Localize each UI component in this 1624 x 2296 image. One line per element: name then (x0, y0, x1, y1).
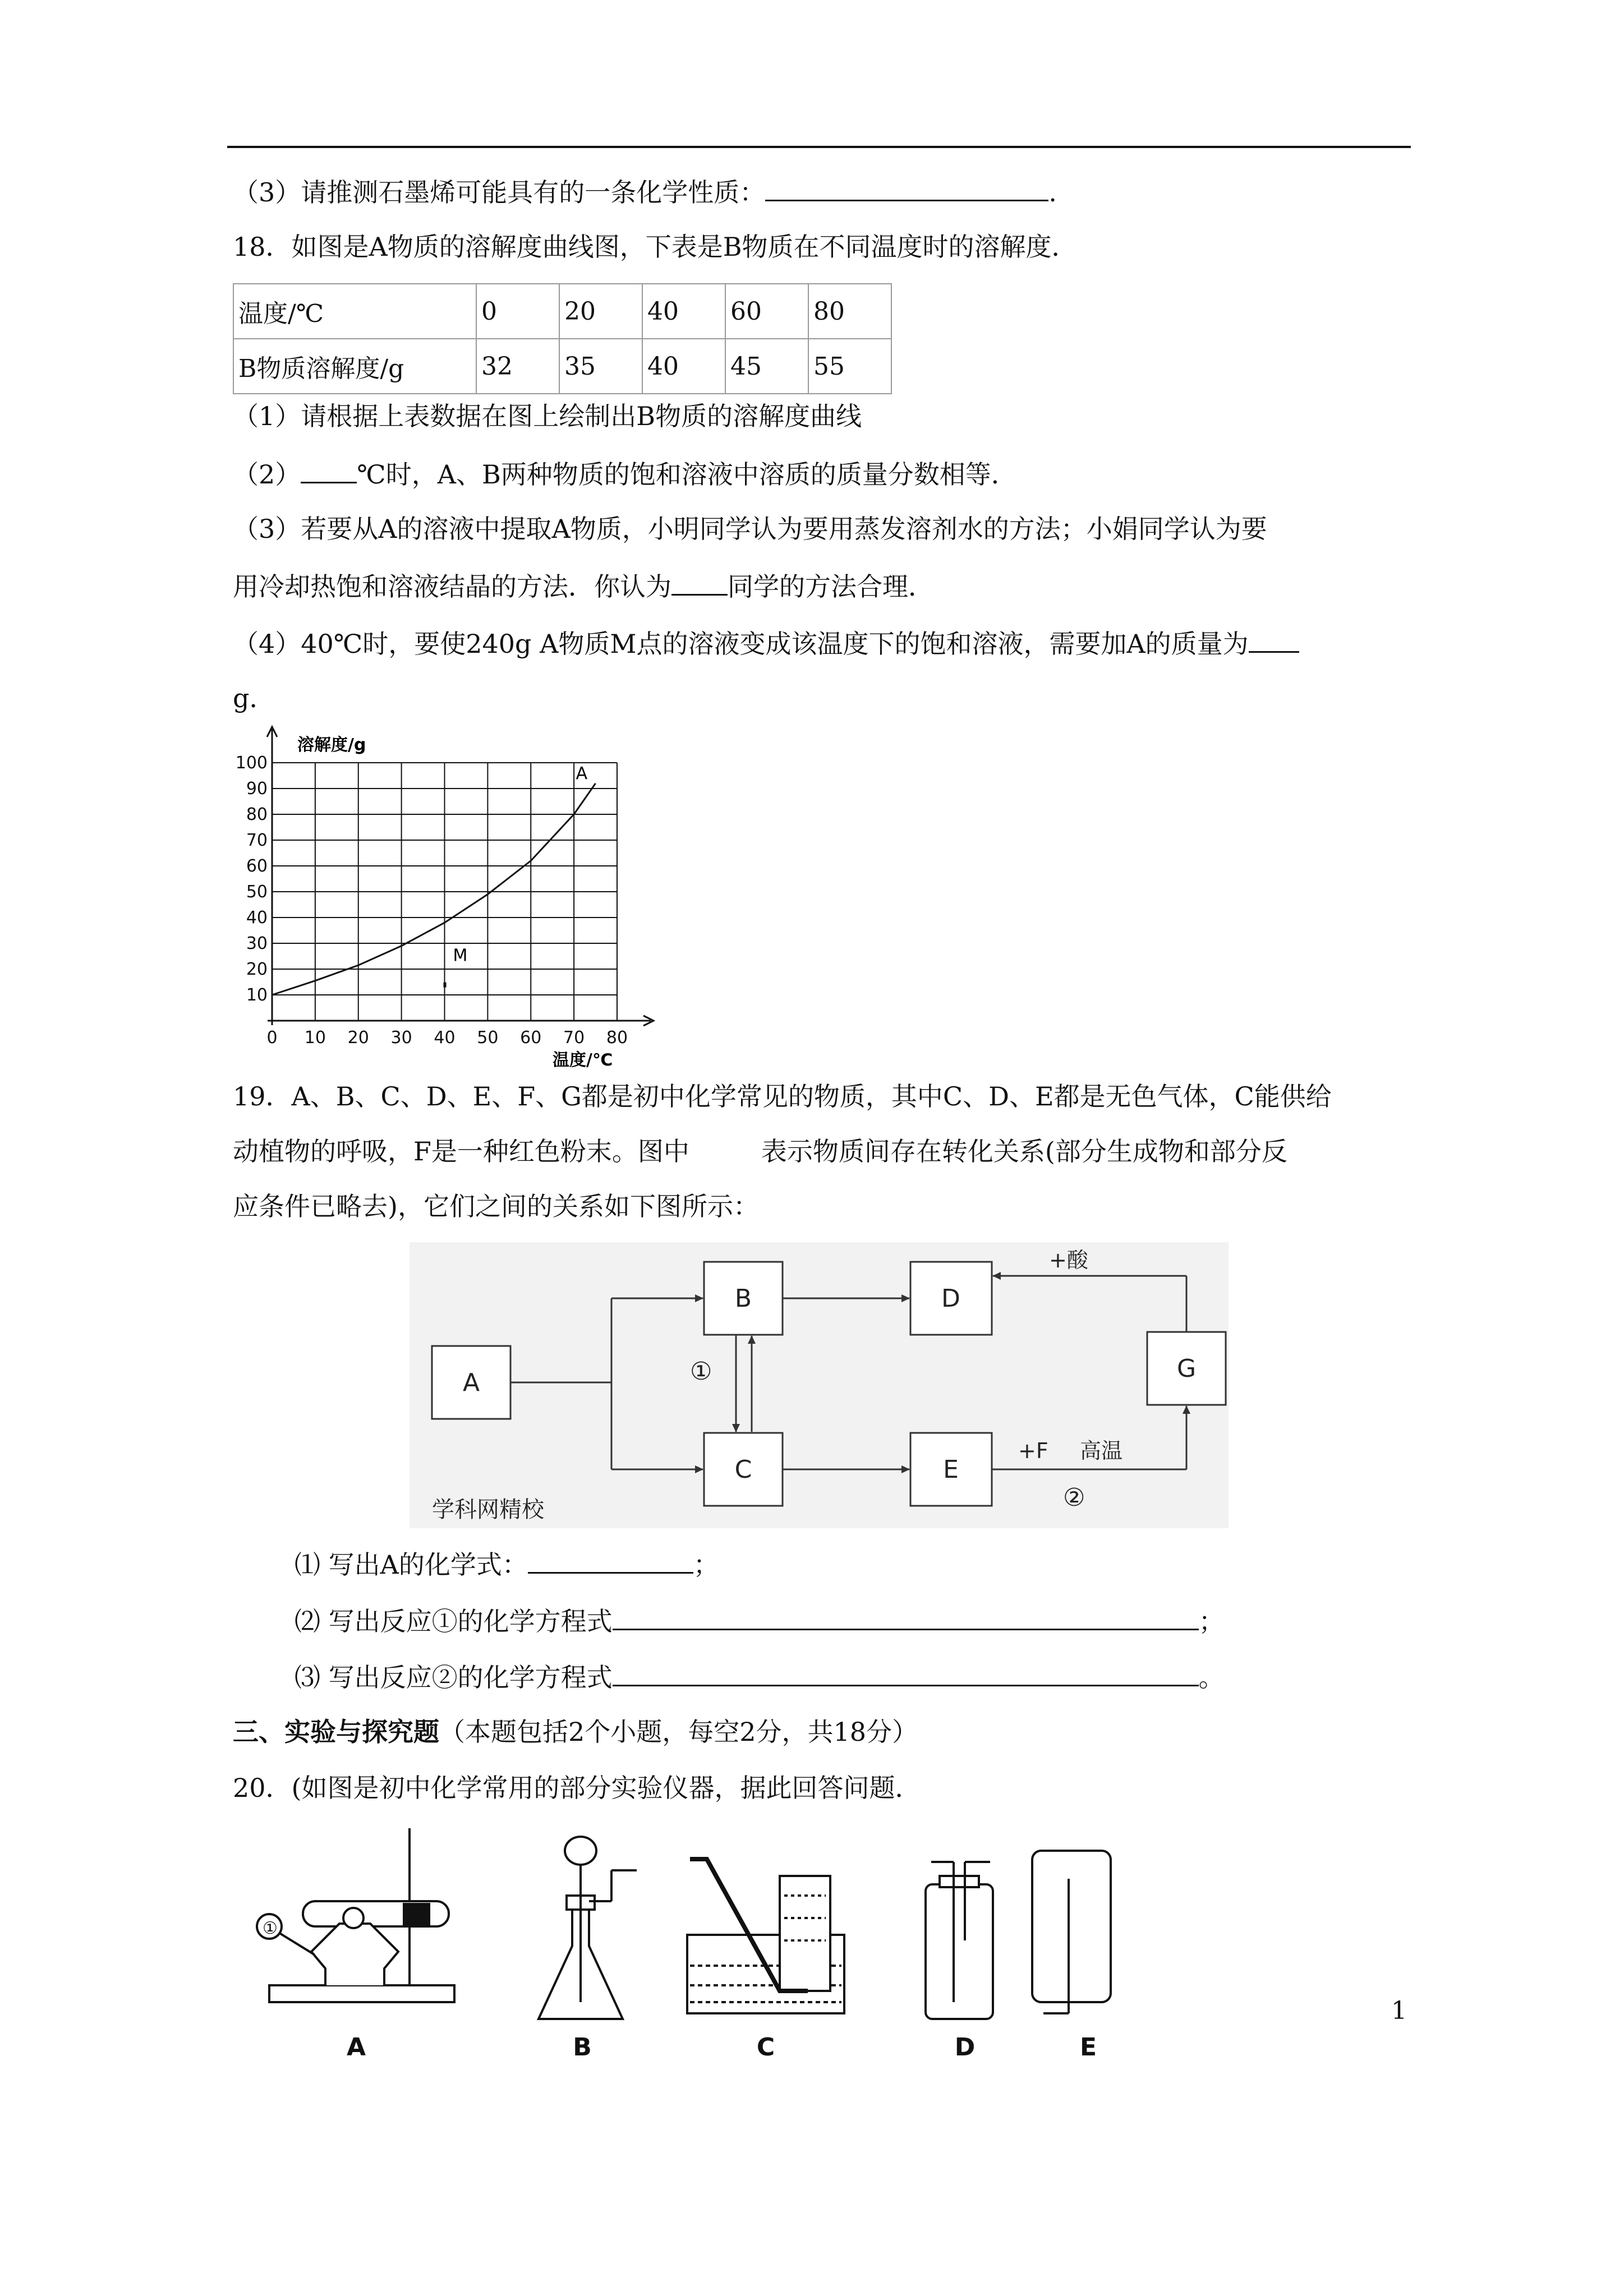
q18-part3-line1: （3）若要从A的溶液中提取A物质，小明同学认为要用蒸发溶剂水的方法；小娟同学认为要 (233, 514, 1267, 544)
x-tick-label: 20 (347, 1028, 369, 1048)
q18-part2: （2） ℃时，A、B两种物质的饱和溶液中溶质的质量分数相等． (233, 456, 1017, 491)
y-tick-label: 10 (246, 985, 268, 1005)
q19-sub1: ⑴ 写出A的化学式： ； (295, 1546, 719, 1582)
q19-sub3: ⑶ 写出反应②的化学方程式 。 (295, 1659, 1225, 1694)
node-a-label: A (462, 1368, 480, 1397)
conversion-diagram (410, 1242, 1229, 1528)
point-m-label: M (453, 946, 468, 966)
series-label-a: A (576, 763, 588, 783)
y-tick-label: 90 (246, 779, 268, 799)
page-number: 1 (1391, 1997, 1407, 2025)
label-reaction-2: ② (1063, 1483, 1085, 1512)
x-tick-label: 30 (390, 1028, 412, 1048)
label-e: E (1079, 2033, 1097, 2062)
x-tick-label: 60 (520, 1028, 542, 1048)
watermark-text: 学科网精校 (432, 1497, 544, 1523)
apparatus-b (539, 1837, 637, 2019)
y-tick-label: 20 (246, 960, 268, 979)
x-tick-label: 10 (304, 1028, 326, 1048)
table-row: B物质溶解度/g 32 35 40 45 55 (233, 339, 891, 394)
y-tick-label: 40 (246, 908, 268, 928)
apparatus-c (687, 1859, 844, 2013)
q18-part3-line2: 用冷却热饱和溶液结晶的方法．你认为 同学的方法合理． (233, 568, 934, 603)
label-b: B (573, 2033, 592, 2062)
q18-stem: 18．如图是A物质的溶解度曲线图，下表是B物质在不同温度时的溶解度． (233, 232, 1078, 262)
q17-3: （3）请推测石墨烯可能具有的一条化学性质： . (233, 174, 1057, 209)
solubility-table (233, 283, 892, 394)
q18-part4-end: g． (233, 683, 275, 713)
label-d: D (954, 2033, 976, 2062)
label-acid: +酸 (1049, 1248, 1088, 1273)
label-reaction-1: ① (690, 1357, 712, 1386)
chart-axes (267, 727, 654, 1026)
section-3-heading: 三、实验与探究题（本题包括2个小题，每空2分，共18分） (233, 1717, 918, 1747)
answer-blank[interactable] (765, 174, 1048, 201)
apparatus-figure (241, 1828, 1167, 2064)
node-c-label: C (734, 1455, 752, 1484)
q19-sub2: ⑵ 写出反应①的化学方程式 ； (295, 1603, 1225, 1638)
label-f: +F (1018, 1439, 1048, 1463)
node-d-label: D (941, 1284, 960, 1313)
chart-ticks (236, 753, 628, 1048)
apparatus-d (926, 1862, 993, 2019)
answer-blank[interactable] (613, 1603, 1199, 1630)
table-row: 温度/℃ 0 20 40 60 80 (233, 284, 891, 339)
series-line-a (272, 783, 596, 995)
node-g-label: G (1176, 1354, 1197, 1383)
x-tick-label: 50 (477, 1028, 499, 1048)
label-high-temp: 高温 (1080, 1439, 1123, 1463)
label-c: C (756, 2033, 775, 2062)
y-tick-label: 100 (235, 753, 268, 773)
node-e-label: E (943, 1455, 959, 1484)
y-tick-label: 60 (246, 856, 268, 876)
y-tick-label: 30 (246, 934, 268, 953)
answer-blank[interactable] (671, 568, 728, 596)
answer-blank[interactable] (1249, 625, 1299, 653)
label-circle-1: ① (263, 1919, 278, 1938)
x-tick-label: 70 (563, 1028, 585, 1048)
point-m (444, 983, 447, 988)
answer-blank[interactable] (613, 1659, 1199, 1686)
x-tick-label: 40 (434, 1028, 456, 1048)
q20-stem: 20．(如图是初中化学常用的部分实验仪器，据此回答问题． (233, 1773, 921, 1803)
answer-blank[interactable] (528, 1546, 693, 1574)
q18-part1: （1）请根据上表数据在图上绘制出B物质的溶解度曲线 (233, 401, 862, 431)
y-tick-label: 80 (246, 805, 268, 824)
header-rule (227, 146, 1411, 148)
chart-grid (272, 763, 617, 1021)
answer-blank[interactable] (301, 456, 357, 483)
y-tick-label: 70 (246, 831, 268, 850)
apparatus-a (257, 1828, 454, 2002)
q18-part4: （4）40℃时，要使240g A物质M点的溶液变成该温度下的饱和溶液，需要加A的质量为 (233, 625, 1299, 661)
node-b-label: B (734, 1284, 752, 1313)
y-tick-label: 50 (246, 882, 268, 902)
q19-line3: 应条件已略去)，它们之间的关系如下图所示： (233, 1191, 759, 1221)
x-tick-label: 80 (606, 1028, 628, 1048)
x-axis-label: 温度/℃ (553, 1050, 613, 1070)
y-axis-label: 溶解度/g (297, 735, 366, 755)
solubility-chart (222, 723, 670, 1071)
x-tick-label: 0 (266, 1028, 278, 1048)
q19-line1: 19．A、B、C、D、E、F、G都是初中化学常见的物质，其中C、D、E都是无色气体，C能供给 (233, 1081, 1332, 1112)
apparatus-e (1032, 1851, 1111, 2013)
label-a: A (346, 2033, 366, 2062)
q19-line2: 动植物的呼吸，F是一种红色粉末。图中 表示物质间存在转化关系(部分生成物和部分反 (233, 1136, 1287, 1167)
